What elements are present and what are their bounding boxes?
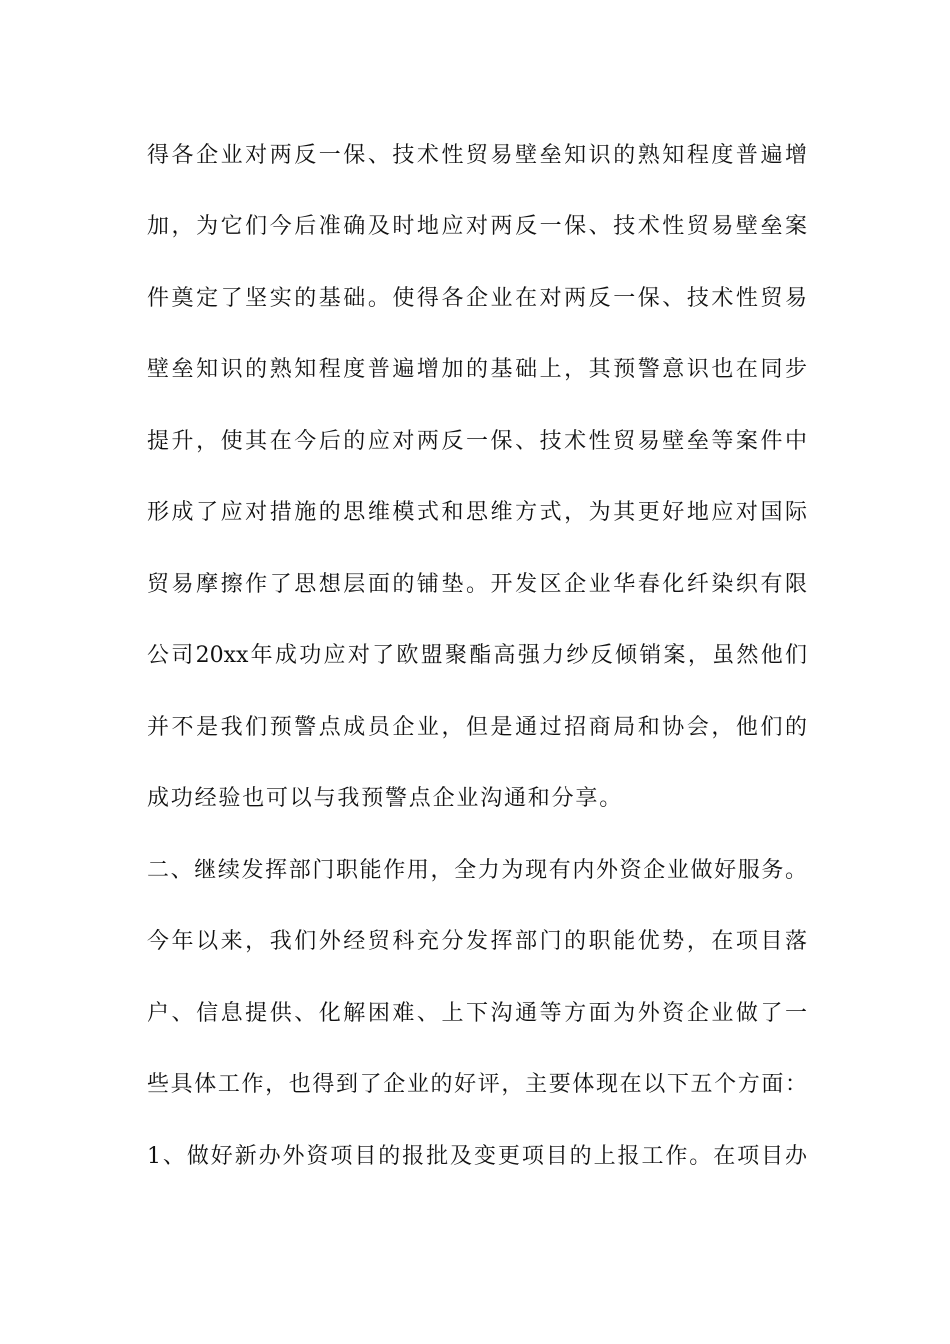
paragraph-line: 加，为它们今后准确及时地应对两反一保、技术性贸易壁垒案 bbox=[147, 214, 807, 239]
paragraph-line: 成功经验也可以与我预警点企业沟通和分享。 bbox=[147, 786, 624, 811]
paragraph-line: 今年以来，我们外经贸科充分发挥部门的职能优势，在项目落 bbox=[147, 929, 807, 954]
paragraph-line: 公司20xx年成功应对了欧盟聚酯高强力纱反倾销案，虽然他们 bbox=[147, 643, 807, 668]
paragraph-line: 贸易摩擦作了思想层面的铺垫。开发区企业华春化纤染织有限 bbox=[147, 572, 807, 597]
paragraph-line: 形成了应对措施的思维模式和思维方式，为其更好地应对国际 bbox=[147, 500, 807, 525]
paragraph-line: 户、信息提供、化解困难、上下沟通等方面为外资企业做了一 bbox=[147, 1001, 807, 1026]
paragraph-line: 得各企业对两反一保、技术性贸易壁垒知识的熟知程度普遍增 bbox=[147, 143, 807, 168]
list-item-line: 1、做好新办外资项目的报批及变更项目的上报工作。在项目办 bbox=[147, 1144, 807, 1169]
section-heading-line: 二、继续发挥部门职能作用，全力为现有内外资企业做好服务。 bbox=[147, 858, 807, 883]
paragraph-line: 件奠定了坚实的基础。使得各企业在对两反一保、技术性贸易 bbox=[147, 286, 807, 311]
paragraph-line: 提升，使其在今后的应对两反一保、技术性贸易壁垒等案件中 bbox=[147, 429, 807, 454]
paragraph-line: 些具体工作，也得到了企业的好评，主要体现在以下五个方面： bbox=[147, 1072, 807, 1097]
paragraph-line: 壁垒知识的熟知程度普遍增加的基础上，其预警意识也在同步 bbox=[147, 357, 807, 382]
paragraph-line: 并不是我们预警点成员企业，但是通过招商局和协会，他们的 bbox=[147, 715, 807, 740]
